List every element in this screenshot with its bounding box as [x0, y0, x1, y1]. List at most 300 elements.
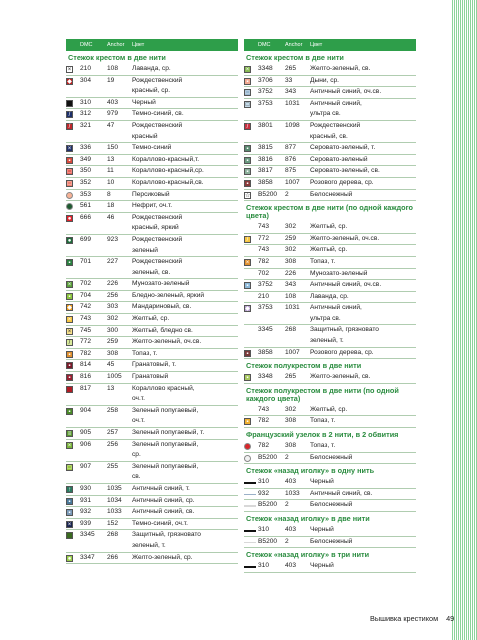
- anchor-number: 108: [285, 292, 297, 300]
- symbol-cell: [244, 372, 258, 383]
- color-name: [132, 406, 238, 427]
- color-name-line: Кораллово-красный,ср.: [132, 167, 204, 175]
- color-name: [310, 489, 416, 500]
- color-name-line: Желто-зеленый, оч.св.: [132, 338, 202, 346]
- color-name: [310, 121, 416, 142]
- table-row: [66, 428, 238, 440]
- dmc-number: 772: [80, 338, 92, 346]
- color-name-line: Античный синий, оч.св.: [310, 88, 382, 96]
- color-name-line: зеленый, т.: [132, 541, 166, 549]
- cross-symbol-icon: ×: [67, 442, 72, 449]
- anchor-number: 226: [285, 269, 297, 277]
- dmc-number: 907: [80, 462, 92, 470]
- symbol-cell: [66, 440, 80, 461]
- color-name: [132, 98, 238, 109]
- header-dmc: DMC: [258, 42, 271, 48]
- color-name: [132, 337, 238, 348]
- key-table-right: [244, 39, 416, 573]
- dmc-number: 699: [80, 235, 92, 243]
- letter-symbol-icon: □: [67, 464, 72, 471]
- box-symbol-icon: ▪: [66, 362, 73, 369]
- box-symbol-icon: ▪: [244, 168, 251, 175]
- table-row: [66, 484, 238, 496]
- color-name-line: Античный синий, оч.св.: [310, 281, 382, 289]
- dmc-number: 939: [80, 519, 92, 527]
- dmc-number: 666: [80, 213, 92, 221]
- dmc-number: 3753: [258, 304, 273, 312]
- symbol-cell: [244, 76, 258, 87]
- dmc-number: 904: [80, 406, 92, 414]
- symbol-cell: [244, 416, 258, 427]
- color-name: [132, 314, 238, 325]
- symbol-cell: [66, 507, 80, 518]
- color-name: [132, 496, 238, 507]
- dmc-number: B5200: [258, 537, 278, 545]
- color-name: [132, 155, 238, 166]
- anchor-number: 227: [107, 258, 119, 266]
- anchor-number: 877: [285, 144, 297, 152]
- symbol-cell: [66, 302, 80, 313]
- color-name: [132, 349, 238, 360]
- table-row: [244, 178, 416, 190]
- box-symbol-icon: ▪: [244, 78, 251, 85]
- dmc-number: 906: [80, 440, 92, 448]
- color-name-line: Персиковый: [132, 190, 170, 198]
- dmc-number: 743: [258, 223, 270, 231]
- dmc-number: B5200: [258, 501, 278, 509]
- color-name-line: Античный синий, св.: [310, 489, 373, 497]
- color-name-line: Кораллово-красный,т.: [132, 155, 200, 163]
- table-row: [66, 155, 238, 167]
- dmc-number: 3348: [258, 373, 273, 381]
- anchor-number: 308: [285, 257, 297, 265]
- circle-symbol-icon: ●: [67, 555, 72, 562]
- arrow-symbol-icon: ↑: [68, 486, 71, 493]
- symbol-cell: [66, 178, 80, 189]
- symbol-cell: [244, 121, 258, 142]
- dmc-number: 350: [80, 167, 92, 175]
- color-name-line: Желто-зеленый, св.: [310, 65, 371, 72]
- table-row: [66, 143, 238, 155]
- symbol-cell: [66, 530, 80, 551]
- symbol-cell: [244, 178, 258, 189]
- table-row: [244, 257, 416, 269]
- diamond-symbol-icon: ◆: [67, 78, 72, 85]
- solid-symbol-icon: [66, 532, 73, 539]
- table-row: [66, 530, 238, 552]
- diamond-symbol-icon: ◆: [245, 306, 250, 313]
- box-symbol-icon: ▪: [66, 293, 73, 300]
- color-name-line: Зеленый попугаевый,: [132, 440, 199, 448]
- table-row: [244, 405, 416, 417]
- symbol-cell: [244, 64, 258, 75]
- dmc-number: 3753: [258, 99, 273, 107]
- dmc-number: 3752: [258, 88, 273, 96]
- color-name: [132, 291, 238, 302]
- box-symbol-icon: ▪: [244, 282, 251, 289]
- color-name: [310, 441, 416, 452]
- dmc-number: 3348: [258, 65, 273, 72]
- color-name: [132, 462, 238, 483]
- anchor-number: 1033: [107, 508, 122, 516]
- dmc-number: 561: [80, 202, 92, 210]
- dmc-number: B5200: [258, 453, 278, 461]
- backstitch-line-icon: [244, 505, 256, 507]
- color-name-line: Белоснежный: [310, 190, 353, 198]
- box-symbol-icon: ▪: [66, 351, 73, 358]
- dmc-number: 310: [80, 98, 92, 106]
- color-name: [132, 302, 238, 313]
- table-row: [66, 291, 238, 303]
- color-name: [310, 372, 416, 383]
- color-name-line: Рождественский: [132, 76, 183, 84]
- circle-symbol-icon: ●: [67, 237, 72, 244]
- symbol-cell: [244, 99, 258, 120]
- table-row: [66, 302, 238, 314]
- color-name: [132, 235, 238, 256]
- dmc-number: 932: [80, 508, 92, 516]
- anchor-number: 13: [107, 155, 115, 163]
- table-row: [244, 280, 416, 292]
- color-name: [310, 76, 416, 87]
- color-name-line: Топаз, т.: [310, 417, 336, 425]
- color-name: [132, 360, 238, 371]
- section-heading: Стежок «назад иголку» в одну нить: [246, 466, 375, 476]
- table-row: [66, 372, 238, 384]
- color-name-line: Рождественский: [310, 121, 361, 129]
- color-name-line: Защитный, грязновато: [310, 326, 379, 334]
- color-name-line: Античный синий,: [310, 304, 362, 312]
- table-body: [244, 51, 416, 573]
- section-heading: Стежок полукрестом в две нити (по одной каждого цвета): [246, 385, 399, 403]
- section-heading: Стежок полукрестом в две нити: [246, 361, 362, 371]
- anchor-number: 1033: [285, 489, 300, 497]
- french-knot-icon: [66, 203, 73, 210]
- table-row: [66, 109, 238, 121]
- anchor-number: 1034: [107, 496, 122, 504]
- symbol-cell: [66, 257, 80, 278]
- anchor-number: 403: [285, 526, 297, 533]
- diamond-symbol-icon: ◆: [67, 305, 72, 312]
- color-name-line: Черный: [132, 98, 156, 106]
- color-name-line: Желтый, ср.: [132, 315, 170, 323]
- symbol-cell: [244, 280, 258, 291]
- symbol-cell: [66, 484, 80, 495]
- symbol-cell: [244, 525, 258, 536]
- anchor-number: 876: [285, 155, 297, 163]
- symbol-cell: [244, 245, 258, 256]
- backstitch-line-icon: [244, 542, 256, 544]
- dmc-number: 702: [80, 280, 92, 288]
- color-name-line: Черный: [310, 562, 334, 570]
- anchor-number: 13: [107, 384, 115, 392]
- table-row: [66, 496, 238, 508]
- anchor-number: 979: [107, 110, 119, 118]
- color-name-line: Топаз, т.: [132, 349, 158, 357]
- symbol-cell: [244, 190, 258, 201]
- table-row: [244, 325, 416, 347]
- table-row: [244, 143, 416, 155]
- color-name: [132, 121, 238, 142]
- symbol-cell: [244, 155, 258, 166]
- cross-symbol-icon: ×: [67, 328, 72, 335]
- color-name: [132, 553, 238, 564]
- color-name-line: Желто-зеленый, оч.св.: [310, 234, 380, 242]
- table-row: [66, 440, 238, 462]
- color-name-line: оч.т.: [132, 395, 145, 403]
- section-heading: Стежок крестом в две нити: [246, 53, 344, 62]
- dmc-number: 3752: [258, 281, 273, 289]
- table-row: [244, 190, 416, 202]
- color-name-line: Серовато-зеленый: [310, 155, 368, 163]
- anchor-number: 1098: [285, 121, 300, 129]
- dmc-number: 772: [258, 234, 270, 242]
- anchor-number: 1007: [285, 178, 300, 186]
- table-row: [66, 190, 238, 202]
- symbol-cell: [66, 314, 80, 325]
- anchor-number: 2: [285, 453, 289, 461]
- table-header: [66, 39, 238, 51]
- anchor-number: 258: [107, 406, 119, 414]
- box-symbol-icon: ▪: [244, 350, 251, 357]
- dmc-number: 3858: [258, 178, 273, 186]
- anchor-number: 923: [107, 235, 119, 243]
- dmc-number: 782: [80, 349, 92, 357]
- color-name: [310, 257, 416, 268]
- table-row: [66, 360, 238, 372]
- dmc-number: 336: [80, 144, 92, 152]
- dmc-number: 321: [80, 121, 92, 129]
- color-name-line: Желтый, ср.: [310, 405, 348, 413]
- table-header: [244, 39, 416, 51]
- color-name-line: зеленый, т.: [310, 337, 344, 345]
- anchor-number: 255: [107, 462, 119, 470]
- symbol-cell: [66, 384, 80, 405]
- color-name-line: Рождественский: [132, 258, 183, 266]
- backstitch-line-icon: [244, 566, 256, 568]
- table-row: [66, 166, 238, 178]
- color-name: [310, 477, 416, 488]
- table-row: [244, 348, 416, 360]
- table-row: [244, 416, 416, 428]
- table-row: [66, 98, 238, 110]
- table-row: [244, 166, 416, 178]
- symbol-cell: [66, 76, 80, 97]
- letter-symbol-icon: □: [245, 90, 250, 97]
- color-name: [310, 166, 416, 177]
- slash-symbol-icon: /: [66, 111, 73, 118]
- symbol-cell: [66, 109, 80, 120]
- color-name-line: Зеленый попугаевый,: [132, 406, 199, 414]
- color-name: [310, 143, 416, 154]
- color-name: [132, 257, 238, 278]
- key-table-left: [66, 39, 238, 564]
- anchor-number: 226: [107, 280, 119, 288]
- color-name-line: Желто-зеленый, ср.: [132, 553, 193, 561]
- anchor-number: 403: [107, 98, 119, 106]
- slash-symbol-icon: /: [66, 123, 73, 130]
- page-footer: [370, 614, 460, 623]
- box-symbol-icon: ▪: [244, 145, 251, 152]
- dmc-number: 310: [258, 526, 270, 533]
- cross-symbol-icon: ×: [67, 317, 72, 324]
- box-symbol-icon: ▪: [66, 374, 73, 381]
- color-name-line: Бледно-зеленый, яркий: [132, 291, 205, 299]
- dmc-number: 3345: [258, 326, 273, 334]
- color-name: [310, 500, 416, 511]
- symbol-cell: [66, 337, 80, 348]
- anchor-number: 2: [285, 537, 289, 545]
- symbol-cell: [66, 372, 80, 383]
- color-name-line: Рождественский: [132, 235, 183, 243]
- color-name: [132, 64, 238, 75]
- symbol-cell: [66, 553, 80, 564]
- table-row: [244, 537, 416, 549]
- backstitch-line-icon: [244, 530, 256, 532]
- symbol-cell: [244, 489, 258, 500]
- header-anchor: Anchor: [107, 42, 125, 48]
- dmc-number: 3815: [258, 144, 273, 152]
- dmc-number: 743: [80, 315, 92, 323]
- symbol-cell: [244, 234, 258, 245]
- color-name-line: красный: [132, 132, 158, 140]
- color-name-line: ср.: [132, 451, 141, 459]
- color-name-line: Топаз, т.: [310, 257, 336, 265]
- color-name-line: Защитный, грязновато: [132, 531, 201, 539]
- symbol-cell: [244, 222, 258, 233]
- symbol-cell: [244, 87, 258, 98]
- table-row: [244, 269, 416, 281]
- color-name-line: Розового дерева, ср.: [310, 348, 374, 356]
- anchor-number: 302: [107, 315, 119, 323]
- anchor-number: 33: [285, 76, 293, 84]
- color-name-line: Черный: [310, 478, 334, 486]
- table-row: [244, 64, 416, 76]
- anchor-number: 302: [285, 405, 297, 413]
- color-name-line: красный, св.: [310, 132, 348, 140]
- color-name: [132, 143, 238, 154]
- color-name-line: ультра св.: [310, 314, 341, 322]
- header-anchor: Anchor: [285, 42, 303, 48]
- dmc-number: 905: [80, 429, 92, 436]
- color-name: [310, 87, 416, 98]
- table-row: [244, 453, 416, 465]
- symbol-cell: [244, 537, 258, 548]
- table-row: [244, 99, 416, 121]
- color-name-line: красный, яркий: [132, 224, 179, 232]
- anchor-number: 19: [107, 76, 115, 84]
- symbol-cell: [66, 201, 80, 212]
- table-row: [244, 121, 416, 143]
- backstitch-line-icon: [244, 482, 256, 484]
- anchor-number: 265: [285, 373, 297, 381]
- color-name: [132, 76, 238, 97]
- color-name-line: Античный синий, ср.: [132, 496, 195, 504]
- table-row: [66, 406, 238, 428]
- cross-symbol-icon: ×: [245, 259, 250, 266]
- symbol-cell: [66, 279, 80, 290]
- color-name: [310, 453, 416, 464]
- color-name: [132, 507, 238, 518]
- symbol-cell: [244, 325, 258, 346]
- symbol-cell: [66, 326, 80, 337]
- color-name: [132, 326, 238, 337]
- anchor-number: 875: [285, 167, 297, 175]
- color-name: [310, 537, 416, 548]
- color-name-line: Античный синий, св.: [132, 508, 195, 516]
- color-name-line: Нефрит, оч.т.: [132, 202, 173, 210]
- symbol-cell: [66, 143, 80, 154]
- letter-symbol-icon: □: [67, 169, 72, 176]
- color-name-line: Серовато-зеленый, т.: [310, 144, 376, 152]
- dmc-number: 782: [258, 442, 270, 450]
- dmc-number: 701: [80, 258, 92, 266]
- section-heading: Стежок крестом в две нити: [68, 53, 166, 62]
- header-dmc: DMC: [80, 42, 93, 48]
- dmc-number: 745: [80, 326, 92, 334]
- symbol-cell: [66, 349, 80, 360]
- symbol-cell: [244, 500, 258, 511]
- symbol-cell: [66, 496, 80, 507]
- anchor-number: 256: [107, 440, 119, 448]
- symbol-cell: [66, 406, 80, 427]
- table-row: [66, 235, 238, 257]
- table-row: [244, 155, 416, 167]
- color-name-line: Кораллово красный,: [132, 384, 195, 392]
- table-row: [244, 234, 416, 246]
- symbol-cell: [66, 462, 80, 483]
- color-name: [310, 292, 416, 303]
- symbol-cell: [244, 405, 258, 416]
- symbol-cell: [244, 453, 258, 464]
- anchor-number: 18: [107, 202, 115, 210]
- dmc-number: 353: [80, 190, 92, 198]
- color-name: [310, 416, 416, 427]
- color-name-line: Дыни, ср.: [310, 76, 339, 84]
- dmc-number: 743: [258, 246, 270, 254]
- dmc-number: 817: [80, 384, 92, 392]
- solid-symbol-icon: [66, 386, 73, 393]
- dmc-number: 210: [80, 65, 92, 72]
- color-name-line: Мунозато-зеленый: [132, 280, 190, 288]
- table-row: [66, 257, 238, 279]
- table-row: [66, 507, 238, 519]
- dmc-number: 352: [80, 178, 92, 186]
- box-symbol-icon: ▪: [244, 374, 251, 381]
- symbol-cell: [66, 166, 80, 177]
- dmc-number: 349: [80, 155, 92, 163]
- color-name: [132, 519, 238, 530]
- box-symbol-icon: ▪: [66, 259, 73, 266]
- dmc-number: B5200: [258, 190, 278, 198]
- box-symbol-icon: ▪: [244, 157, 251, 164]
- anchor-number: 1031: [285, 304, 300, 312]
- anchor-number: 257: [107, 429, 119, 436]
- color-name-line: Античный синий,: [310, 99, 362, 107]
- backstitch-line-icon: [244, 494, 256, 496]
- symbol-cell: [66, 64, 80, 75]
- color-name-line: Античный синий, т.: [132, 484, 190, 492]
- dmc-number: 3347: [80, 553, 95, 561]
- symbol-cell: [244, 269, 258, 280]
- color-name: [310, 303, 416, 324]
- dmc-number: 782: [258, 417, 270, 425]
- anchor-number: 343: [285, 281, 297, 289]
- anchor-number: 266: [107, 553, 119, 561]
- color-name-line: оч.т.: [132, 417, 145, 425]
- table-row: [66, 64, 238, 76]
- dmc-number: 312: [80, 110, 92, 118]
